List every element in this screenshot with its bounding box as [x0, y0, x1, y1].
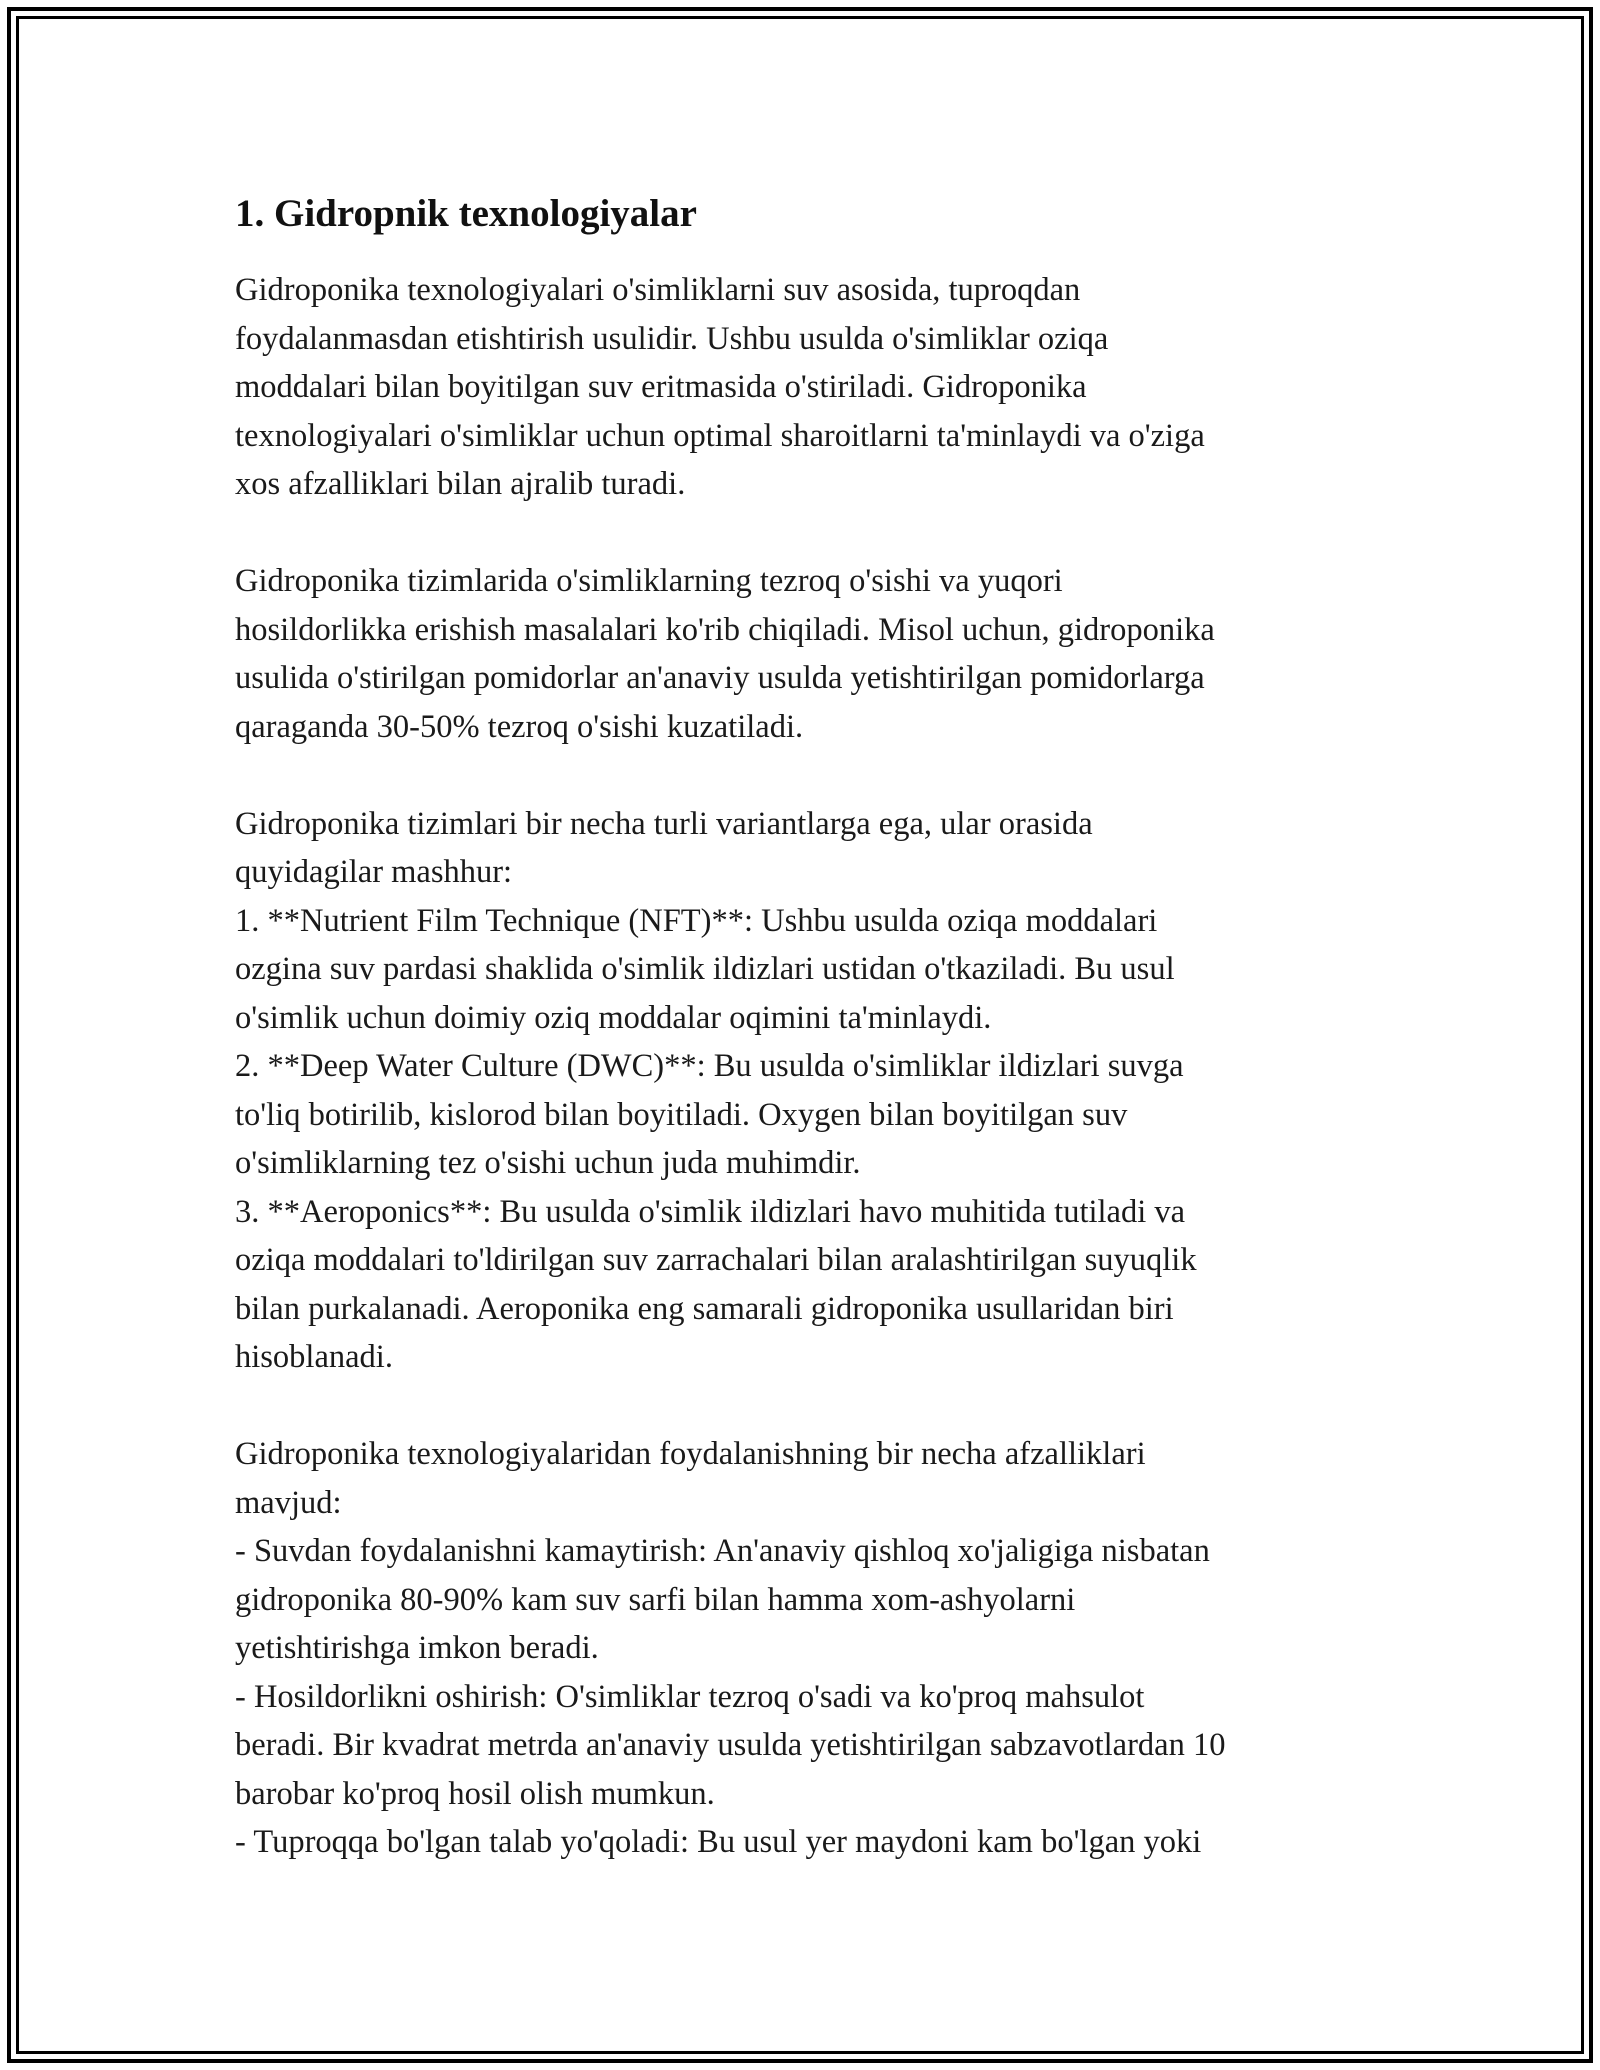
- paragraph-intro: [235, 266, 1375, 509]
- list-item-dwc: 2. **Deep Water Culture (DWC)**: Bu usulda o'simliklar ildizlari suvga: [235, 1048, 1184, 1084]
- list-item-soil: - Tuproqqa bo'lgan talab yo'qoladi: Bu usul yer maydoni kam bo'lgan yoki: [235, 1824, 1202, 1860]
- text-line: oziqa moddalari to'ldirilgan suv zarrachalari bilan aralashtirilgan suyuqlik: [235, 1242, 1197, 1278]
- text-line: bilan purkalanadi. Aeroponika eng samarali gidroponika usullaridan biri: [235, 1290, 1174, 1327]
- section-heading: 1. Gidropnik texnologiyalar: [235, 192, 697, 235]
- text-line: quyidagilar mashhur:: [235, 854, 513, 890]
- text-line: hosildorlikka erishish masalalari ko'rib chiqiladi. Misol uchun, gidroponika: [235, 611, 1215, 648]
- text-line: xos afzalliklari bilan ajralib turadi.: [235, 466, 686, 502]
- text-line: hisoblanadi.: [235, 1339, 393, 1375]
- text-line: gidroponika 80-90% kam suv sarfi bilan hamma xom-ashyolarni: [235, 1581, 1076, 1618]
- text-line: mavjud:: [235, 1484, 342, 1521]
- text-line: texnologiyalari o'simliklar uchun optimal sharoitlarni ta'minlaydi va o'ziga: [235, 417, 1205, 454]
- text-line: o'simliklarning tez o'sishi uchun juda muhimdir.: [235, 1145, 861, 1181]
- text-line: moddalari bilan boyitilgan suv eritmasida o'stiriladi. Gidroponika: [235, 369, 1087, 405]
- text-line: barobar ko'proq hosil olish mumkun.: [235, 1775, 715, 1812]
- list-item-water: - Suvdan foydalanishni kamaytirish: An'anaviy qishloq xo'jaligiga nisbatan: [235, 1533, 1210, 1569]
- paragraph-advantages: [235, 1430, 1375, 1867]
- paragraph-system-types: [235, 800, 1375, 1382]
- text-line: beradi. Bir kvadrat metrda an'anaviy usulda yetishtirilgan sabzavotlardan 10: [235, 1727, 1226, 1763]
- list-item-yield: - Hosildorlikni oshirish: O'simliklar tezroq o'sadi va ko'proq mahsulot: [235, 1678, 1145, 1715]
- text-line: yetishtirishga imkon beradi.: [235, 1630, 599, 1666]
- document-body: [235, 186, 1375, 1915]
- text-line: Gidroponika texnologiyalaridan foydalanishning bir necha afzalliklari: [235, 1436, 1146, 1472]
- list-item-nft: 1. **Nutrient Film Technique (NFT)**: Ushbu usulda oziqa moddalari: [235, 902, 1158, 939]
- text-line: usulida o'stirilgan pomidorlar an'anaviy usulda yetishtirilgan pomidorlarga: [235, 660, 1205, 696]
- text-line: ozgina suv pardasi shaklida o'simlik ildizlari ustidan o'tkaziladi. Bu usul: [235, 951, 1175, 987]
- text-line: o'simlik uchun doimiy oziq moddalar oqimini ta'minlaydi.: [235, 999, 992, 1036]
- text-line: qaraganda 30-50% tezroq o'sishi kuzatiladi.: [235, 708, 804, 745]
- paragraph-growth: [235, 557, 1375, 751]
- text-line: to'liq botirilib, kislorod bilan boyitiladi. Oxygen bilan boyitilgan suv: [235, 1096, 1128, 1133]
- text-line: Gidroponika tizimlari bir necha turli variantlarga ega, ular orasida: [235, 805, 1093, 842]
- text-line: Gidroponika texnologiyalari o'simliklarni suv asosida, tuproqdan: [235, 272, 1081, 308]
- text-line: foydalanmasdan etishtirish usulidir. Ushbu usulda o'simliklar oziqa: [235, 320, 1109, 357]
- list-item-aeroponics: 3. **Aeroponics**: Bu usulda o'simlik ildizlari havo muhitida tutiladi va: [235, 1193, 1186, 1230]
- text-line: Gidroponika tizimlarida o'simliklarning tezroq o'sishi va yuqori: [235, 563, 1063, 599]
